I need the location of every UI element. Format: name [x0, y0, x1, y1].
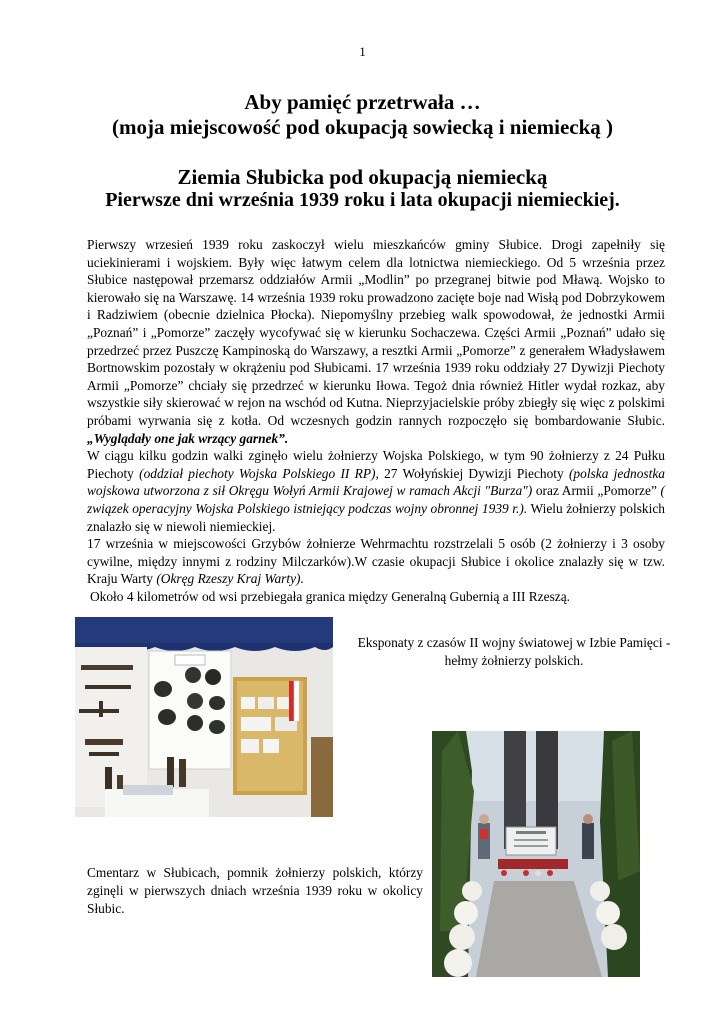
paragraph-2	[87, 447, 665, 535]
paragraph-2-text-a: W ciągu kilku godzin walki zginęło wielu żołnierzy Wojska Polskiego, w tym 90 żołnierzy z 24 Pułku Piechoty	[87, 448, 665, 481]
exhibits-caption: Eksponaty z czasów II wojny światowej w Izbie Pamięci - hełmy żołnierzy polskich.	[357, 635, 671, 668]
paragraph-2-italic-3: ( związek operacyjny Wojska Polskiego istniejący podczas wojny obronnej 1939 r.).	[87, 483, 665, 516]
paragraph-3	[87, 535, 665, 588]
paragraph-3-italic: (Okręg Rzeszy Kraj Warty).	[156, 571, 304, 587]
paragraph-4: Około 4 kilometrów od wsi przebiegała granica między Generalną Gubernią a III Rzeszą.	[90, 588, 571, 604]
quote-text: „Wyglądały one jak wrzący garnek”.	[87, 430, 289, 446]
paragraph-1	[87, 236, 665, 447]
cemetery-caption: Cmentarz w Słubicach, pomnik żołnierzy polskich, którzy zginęli w pierwszych dniach września 1939 roku w okolicy Słubic.	[87, 865, 423, 916]
monument-photo-illustration	[432, 731, 640, 977]
subtitle-line-2: Pierwsze dni września 1939 roku i lata okupacji niemieckiej.	[105, 189, 620, 211]
main-title-line-2: (moja miejscowość pod okupacją sowiecką i niemiecką )	[111, 115, 614, 139]
paragraph-2-text-b: 27 Wołyńskiej Dywizji Piechoty	[378, 465, 569, 481]
article-body	[87, 236, 665, 605]
exhibits-photo-illustration	[75, 617, 333, 817]
paragraph-1-text: Pierwszy wrzesień 1939 roku zaskoczył wielu mieszkańców gminy Słubice. Drogi zapełniły się uciekinierami i wojskiem. Były więc łatwym celem dla lotnictwa niemieckiego. Od 5 września przez Słubice następował przemarsz oddziałów Armii „Modlin” po przegranej bitwie pod Mławą. Wojsko to kierowało się na Warszawę. 14 września 1939 roku prowadzono zacięte boje nad Wisłą pod Dobrzykowem i Radziwiem (obecnie dzielnica Płocka). Niepomyślny przebieg walk spowodował, że jednostki Armii „Poznań” i „Pomorze” zaczęły wycofywać się w kierunku Sochaczewa. Części Armii „Poznań” udało się przedrzeć przez Puszczę Kampinoską do Warszawy, a resztki Armii „Pomorze” z generałem Władysławem Bortnowskim pozostały w okrążeniu pod Słubicami. 17 września 1939 roku oddziały 27 Dywizji Piechoty Armii „Pomorze” chciały się przedrzeć w kierunku Iłowa. Tegoż dnia również Hitler wydał rozkaz, aby wszystkie siły skierować w rejon na wschód od Kutna. Nieprzyjacielskie próby zbiegły się więc z polskimi próbami wyrwania się z kotła. Od wczesnych godzin rannych rozpoczęło się bombardowanie Słubic.	[87, 237, 665, 428]
paragraph-2-italic-2: (polska jednostka wojskowa utworzona z sił Okręgu Wołyń Armii Krajowej w ramach Akcji "Burza")	[87, 465, 665, 499]
page-number: 1	[359, 44, 366, 59]
paragraph-2-text-c: oraz Armii „Pomorze”	[532, 483, 661, 499]
main-title-line-1: Aby pamięć przetrwała …	[244, 90, 481, 114]
exhibits-photo	[75, 617, 333, 817]
paragraph-2-italic-1: (oddział piechoty Wojska Polskiego II RP),	[139, 465, 379, 481]
monument-photo	[432, 731, 640, 977]
paragraph-2-text-d: Wielu żołnierzy polskich znalazło się w niewoli niemieckiej.	[87, 500, 665, 534]
subtitle-line-1: Ziemia Słubicka pod okupacją niemiecką	[177, 165, 548, 189]
paragraph-3-text: 17 września w miejscowości Grzybów żołnierze Wehrmachtu rozstrzelali 5 osób (2 żołnierzy i 3 osoby cywilne, między innymi z rodziny Milczarków).W czasie okupacji Słubice i okolice znalazły się w tzw. Kraju Warty	[87, 536, 665, 587]
